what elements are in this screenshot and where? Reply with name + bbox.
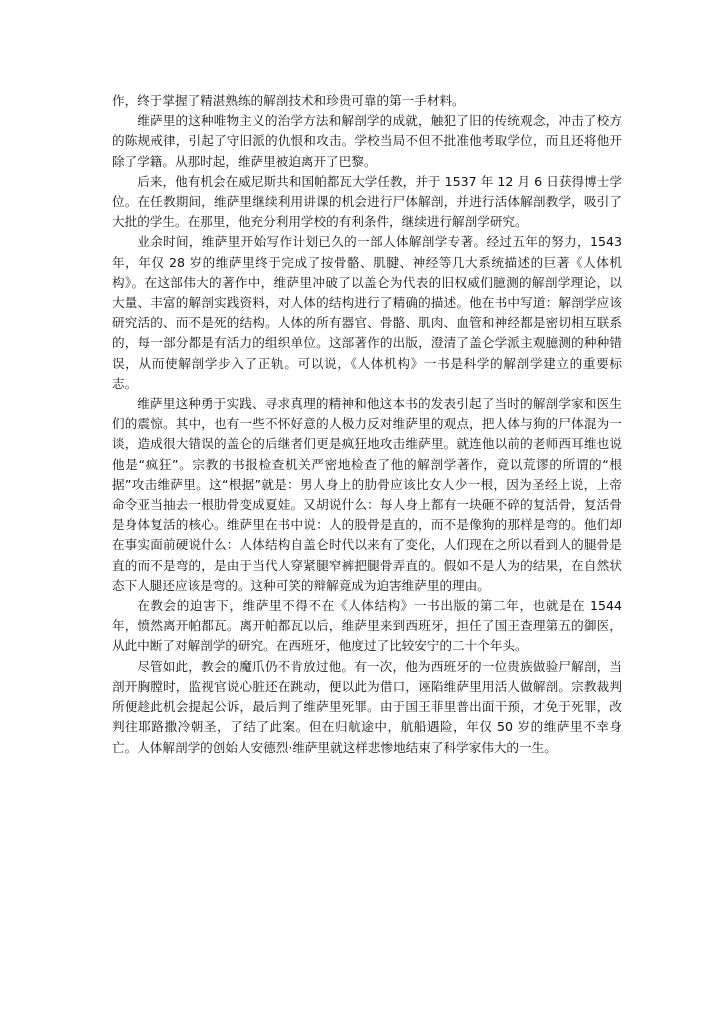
paragraph-1: 作，终于掌握了精湛熟练的解剖技术和珍贵可靠的第一手材料。 (112, 93, 465, 108)
paragraph-3: 后来，他有机会在威尼斯共和国帕都瓦大学任教，并于 1537 年 12 月 6 日获得博士学位。在任教期间，维萨里继续利用讲课的机会进行尸体解剖，并进行活体解剖教学，吸引了大批的学生。在那里，他充分利用学校的有利条件，继续进行解剖学研究。 (112, 173, 622, 230)
paragraph-2: 维萨里的这种唯物主义的治学方法和解剖学的成就，触犯了旧的传统观念，冲击了校方的陈规戒律，引起了守旧派的仇恨和攻击。学校当局不但不批准他考取学位，而且还将他开除了学籍。从那时起，维萨里被迫离开了巴黎。 (112, 113, 622, 169)
paragraph-6: 在教会的迫害下，维萨里不得不在《人体结构》一书出版的第二年，也就是在 1544 年，愤然离开帕都瓦。离开帕都瓦以后，维萨里来到西班牙，担任了国王查理第五的御医，从此中断了对解剖学的研究。在西班牙，他度过了比较安宁的二十个年头。 (112, 598, 622, 654)
paragraph-4: 业余时间，维萨里开始写作计划已久的一部人体解剖学专著。经过五年的努力，1543 年，年仅 28 岁的维萨里终于完成了按骨骼、肌腱、神经等几大系统描述的巨著《人体机构》。在这部伟大的著作中，维萨里冲破了以盖仑为代表的旧权威们臆测的解剖学理论，以大量、丰富的解剖实践资料，对人体的结构进行了精确的描述。他在书中写道：解剖学应该研究活的、而不是死的结构。人体的所有器官、骨骼、肌肉、血管和神经都是密切相互联系的，每一部分都是有活力的组织单位。这部著作的出版，澄清了盖仑学派主观臆测的种种错误，从而使解剖学步入了正轨。可以说，《人体机构》一书是科学的解剖学建立的重要标志。 (112, 234, 622, 391)
article-body (112, 91, 622, 758)
paragraph-7: 尽管如此，教会的魔爪仍不肯放过他。有一次，他为西班牙的一位贵族做验尸解剖，当剖开胸膛时，监视官说心脏还在跳动，便以此为借口，诬陷维萨里用活人做解剖。宗教裁判所便趁此机会提起公诉，最后判了维萨里死罪。由于国王菲里普出面干预，才免于死罪，改判往耶路撒冷朝圣，了结了此案。但在归航途中，航船遇险，年仅 50 岁的维萨里不幸身亡。人体解剖学的创始人安德烈·维萨里就这样悲惨地结束了科学家伟大的一生。 (112, 658, 622, 755)
paragraph-5: 维萨里这种勇于实践、寻求真理的精神和他这本书的发表引起了当时的解剖学家和医生们的震惊。其中，也有一些不怀好意的人极力反对维萨里的观点，把人体与狗的尸体混为一谈，造成很大错误的盖仑的后继者们更是疯狂地攻击维萨里。就连他以前的老师西耳维也说他是“疯狂”。宗教的书报检查机关严密地检查了他的解剖学著作，竟以荒谬的所谓的“根据”攻击维萨里。这“根据”就是：男人身上的肋骨应该比女人少一根，因为圣经上说，上帝命令亚当抽去一根肋骨变成夏娃。又胡说什么：每人身上都有一块砸不碎的复活骨，复活骨是身体复活的核心。维萨里在书中说：人的股骨是直的，而不是像狗的那样是弯的。他们却在事实面前硬说什么：人体结构自盖仑时代以来有了变化，人们现在之所以看到人的腿骨是直的而不是弯的，是由于当代人穿紧腿窄裤把腿骨弄直的。假如不是人为的结果，在自然状态下人腿还应该是弯的。这种可笑的辩解竟成为迫害维萨里的理由。 (112, 396, 622, 593)
